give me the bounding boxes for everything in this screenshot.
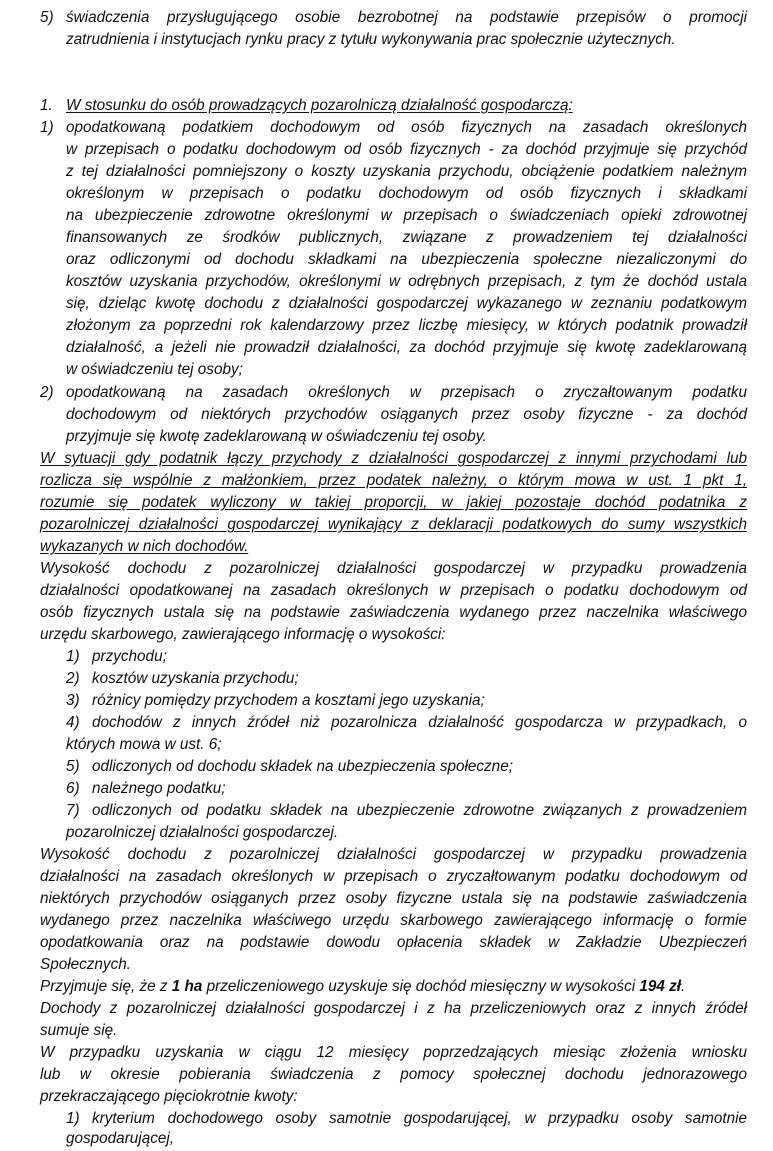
paragraph-line: rozumie się podatek wyliczony w takiej proporcji, w jakiej pozostaje dochód podatnika z bbox=[40, 494, 747, 511]
top-item-line: zatrudnienia i instytucjach rynku pracy z tytułu wykonywania prac społecznie użytecznych. bbox=[66, 31, 676, 48]
paragraph-line: sumuje się. bbox=[40, 1022, 118, 1039]
sub-list-line: przychodu; bbox=[92, 648, 167, 665]
paragraph-line: Wysokość dochodu z pozarolniczej działalności gospodarczej w przypadku prowadzenia bbox=[40, 846, 747, 863]
list-item-line: oraz odliczonymi od dochodu składkami na ubezpieczenia społeczne niezaliczonymi do bbox=[66, 251, 747, 268]
paragraph-line: wydanego przez naczelnika właściwego urzędu skarbowego zawierającego informację o formie bbox=[40, 912, 747, 929]
list-item-line: przyjmuje się kwotę zadeklarowaną w oświadczeniu tej osoby. bbox=[66, 428, 487, 445]
hectare-amount: 1 ha bbox=[171, 978, 203, 995]
sub-list-number: 6) bbox=[66, 780, 80, 797]
paragraph-line: działalności na zasadach określonych w przepisach o zryczałtowanym podatku dochodowym od bbox=[40, 868, 747, 885]
list-item-line: w oświadczeniu tej osoby; bbox=[66, 361, 243, 378]
list-item-line: opodatkowaną na zasadach określonych w przepisach o zryczałtowanym podatku bbox=[66, 384, 747, 401]
criteria-number: 1) bbox=[66, 1110, 80, 1127]
sub-list-line: pozarolniczej działalności gospodarczej. bbox=[66, 824, 339, 841]
sub-list-line: odliczonych od podatku składek na ubezpieczenie zdrowotne związanych z prowadzeniem bbox=[92, 802, 747, 819]
section-heading-text: W stosunku do osób prowadzących pozarolniczą działalność gospodarczą: bbox=[66, 97, 573, 114]
paragraph-line: urzędu skarbowego, zawierającego informację o wysokości: bbox=[40, 626, 446, 643]
paragraph-line: W sytuacji gdy podatnik łączy przychody z działalności gospodarczej z innymi przychodami lub bbox=[40, 450, 747, 467]
paragraph-line: Wysokość dochodu z pozarolniczej działalności gospodarczej w przypadku prowadzenia bbox=[40, 560, 747, 577]
sub-list-line: których mowa w ust. 6; bbox=[66, 736, 222, 753]
sub-list-number: 2) bbox=[66, 670, 80, 687]
sub-list-line: odliczonych od dochodu składek na ubezpieczenia społeczne; bbox=[92, 758, 513, 775]
criteria-line: kryterium dochodowego osoby samotnie gospodarującej, w przypadku osoby samotnie bbox=[92, 1110, 747, 1127]
list-item-number: 1) bbox=[40, 119, 54, 136]
list-item-line: z tej działalności pomniejszony o koszty uzyskania przychodu, obciążenie podatkiem należnym bbox=[66, 163, 747, 180]
sub-list-line: kosztów uzyskania przychodu; bbox=[92, 670, 299, 687]
sub-list-number: 7) bbox=[66, 802, 80, 819]
sub-list-number: 5) bbox=[66, 758, 80, 775]
list-item-line: określonym w przepisach o podatku dochodowym od osób fizycznych i składkami bbox=[66, 185, 747, 202]
paragraph-line: działalności opodatkowanej na zasadach określonych w przepisach o podatku dochodowym od bbox=[40, 582, 747, 599]
sub-list-line: różnicy pomiędzy przychodem a kosztami jego uzyskania; bbox=[92, 692, 485, 709]
paragraph-line: rozlicza się wspólnie z małżonkiem, przez podatek należny, o którym mowa w ust. 1 pkt 1, bbox=[40, 472, 747, 489]
list-item-line: działalność, a jeżeli nie prowadził działalności, za dochód przyjmuje się kwotę zadeklarowaną bbox=[66, 339, 747, 356]
list-item-line: złożonym za poprzedni rok kalendarzowy przez liczbę miesięcy, w których podatnik prowadził bbox=[66, 317, 747, 334]
top-item-number: 5) bbox=[40, 9, 54, 26]
sub-list-number: 1) bbox=[66, 648, 80, 665]
sub-list-number: 3) bbox=[66, 692, 80, 709]
paragraph-line: opodatkowania oraz na podstawie dowodu opłacenia składek w Zakładzie Ubezpieczeń bbox=[40, 934, 747, 951]
paragraph-line: wykazanych w nich dochodów. bbox=[40, 538, 249, 555]
list-item-line: finansowanych ze środków publicznych, związane z prowadzeniem tej działalności bbox=[66, 229, 747, 246]
list-item-line: na ubezpieczenie zdrowotne określonymi w przepisach o świadczeniach opieki zdrowotnej bbox=[66, 207, 747, 224]
section-number: 1. bbox=[40, 97, 53, 114]
paragraph-line: niektórych przychodów osiąganych przez osoby fizyczne ustala się na podstawie zaświadczenia bbox=[40, 890, 747, 907]
hectare-suffix: . bbox=[681, 978, 686, 995]
paragraph-line: lub w okresie pobierania świadczenia z pomocy społecznej dochodu jednorazowego bbox=[40, 1066, 747, 1083]
paragraph-line: osób fizycznych ustala się na podstawie zaświadczenia wydanego przez naczelnika właściwego bbox=[40, 604, 747, 621]
hectare-income-line bbox=[40, 978, 685, 998]
monthly-income-amount: 194 zł bbox=[639, 978, 682, 995]
paragraph-line: Dochody z pozarolniczej działalności gospodarczej i z ha przeliczeniowych oraz z innych źródeł bbox=[40, 1000, 747, 1017]
paragraph-line: Społecznych. bbox=[40, 956, 131, 973]
sub-list-line: należnego podatku; bbox=[92, 780, 226, 797]
sub-list-line: dochodów z innych źródeł niż pozarolnicza działalność gospodarcza w przypadkach, o bbox=[92, 714, 747, 731]
hectare-middle: przeliczeniowego uzyskuje się dochód miesięczny w wysokości bbox=[202, 978, 640, 995]
sub-list-number: 4) bbox=[66, 714, 80, 731]
list-item-line: kosztów uzyskania przychodów, określonymi w odrębnych przepisach, z tym że dochód ustala bbox=[66, 273, 747, 290]
list-item-line: opodatkowaną podatkiem dochodowym od osób fizycznych na zasadach określonych bbox=[66, 119, 747, 136]
criteria-line: gospodarującej, bbox=[66, 1130, 175, 1147]
paragraph-line: W przypadku uzyskania w ciągu 12 miesięcy poprzedzających miesiąc złożenia wniosku bbox=[40, 1044, 747, 1061]
list-item-line: się, dzieląc kwotę dochodu z działalności gospodarczej wykazanego w zeznaniu podatkowym bbox=[66, 295, 747, 312]
list-item-number: 2) bbox=[40, 384, 54, 401]
list-item-line: w przepisach o podatku dochodowym od osób fizycznych - za dochód przyjmuje się przychód bbox=[66, 141, 747, 158]
paragraph-line: pozarolniczej działalności gospodarczej wynikający z deklaracji podatkowych do sumy wszystkich bbox=[40, 516, 747, 533]
hectare-prefix: Przyjmuje się, że z bbox=[40, 978, 172, 995]
list-item-line: dochodowym od niektórych przychodów osiąganych przez osoby fizyczne - za dochód bbox=[66, 406, 747, 423]
paragraph-line: przekraczającego pięciokrotnie kwoty: bbox=[40, 1088, 298, 1105]
top-item-line: świadczenia przysługującego osobie bezrobotnej na podstawie przepisów o promocji bbox=[66, 9, 747, 26]
